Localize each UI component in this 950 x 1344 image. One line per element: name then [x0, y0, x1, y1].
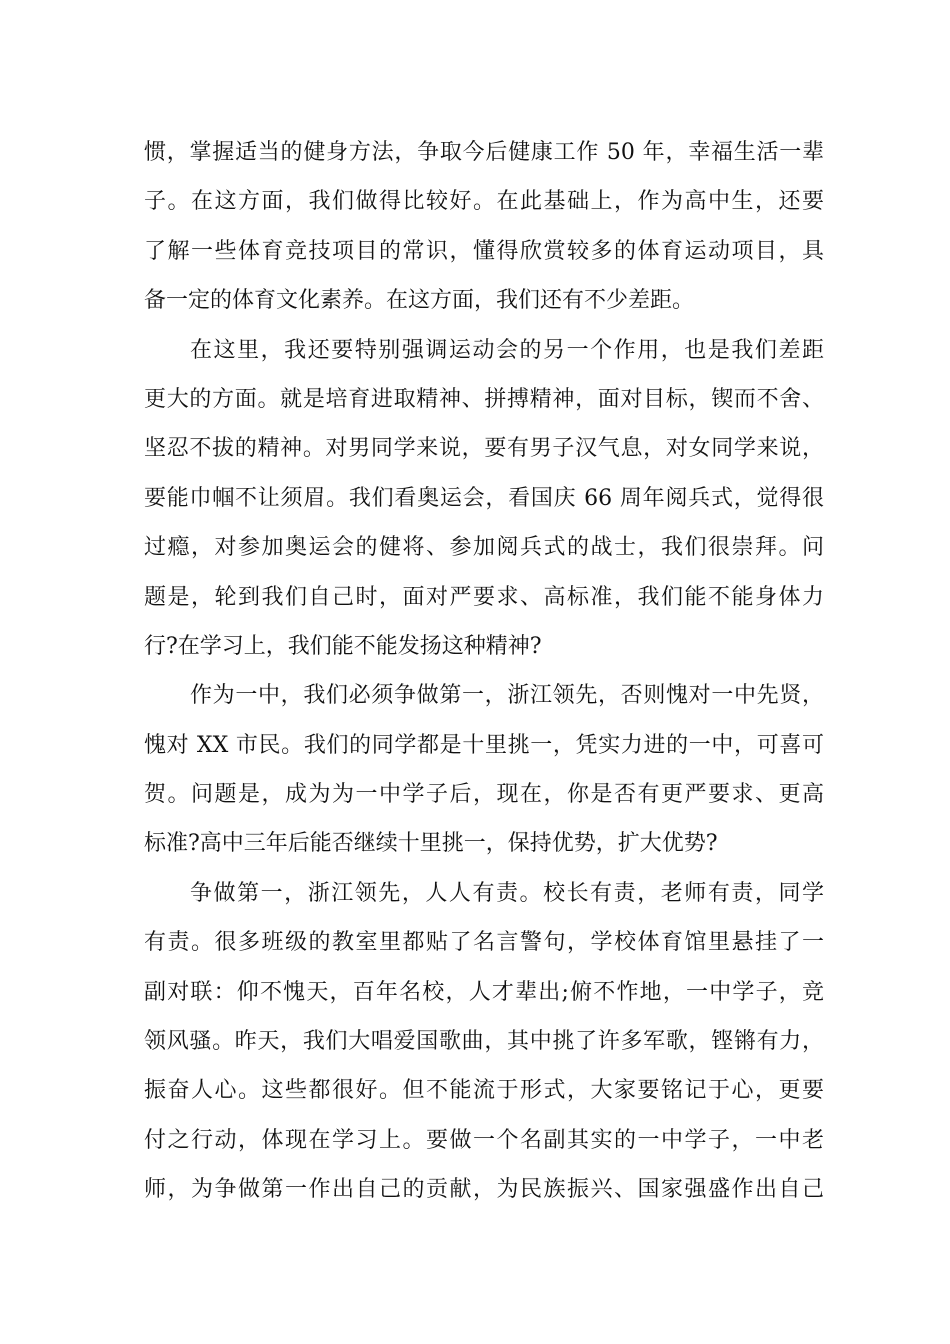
text-line: 领风骚。昨天，我们大唱爱国歌曲，其中挑了许多军歌，铿锵有力， — [144, 1029, 824, 1055]
text-line: 有责。很多班级的教室里都贴了名言警句，学校体育馆里悬挂了一 — [144, 930, 824, 956]
text-line: 在这里，我还要特别强调运动会的另一个作用，也是我们差距 — [190, 337, 824, 363]
paragraph-2 — [144, 326, 824, 672]
text-line: 坚忍不拔的精神。对男同学来说，要有男子汉气息，对女同学来说， — [144, 436, 824, 462]
text-line: 争做第一，浙江领先，人人有责。校长有责，老师有责，同学 — [190, 880, 824, 906]
document-page — [144, 128, 824, 1215]
text-line: 振奋人心。这些都很好。但不能流于形式，大家要铭记于心，更要 — [144, 1078, 824, 1104]
paragraph-3 — [144, 671, 824, 869]
text-line: 备一定的体育文化素养。在这方面，我们还有不少差距。 — [144, 288, 695, 314]
paragraph-4 — [144, 869, 824, 1215]
text-line: 更大的方面。就是培育进取精神、拼搏精神，面对目标，锲而不舍、 — [144, 386, 824, 412]
text-line: 过瘾，对参加奥运会的健将、参加阅兵式的战士，我们很崇拜。问 — [144, 535, 824, 561]
text-line: 贺。问题是，成为为一中学子后，现在，你是否有更严要求、更高 — [144, 782, 824, 808]
text-line: 题是，轮到我们自己时，面对严要求、高标准，我们能不能身体力 — [144, 584, 824, 610]
text-line: 了解一些体育竞技项目的常识，懂得欣赏较多的体育运动项目，具 — [144, 238, 824, 264]
text-line: 作为一中，我们必须争做第一，浙江领先，否则愧对一中先贤， — [190, 683, 824, 709]
text-line: 惯，掌握适当的健身方法，争取今后健康工作 50 年，幸福生活一辈 — [144, 140, 824, 165]
text-line: 副对联：仰不愧天，百年名校，人才辈出;俯不怍地，一中学子，竞 — [144, 979, 824, 1005]
text-line: 付之行动，体现在学习上。要做一个名副其实的一中学子，一中老 — [144, 1127, 824, 1153]
text-line: 行?在学习上，我们能不能发扬这种精神? — [144, 633, 542, 659]
text-line: 标准?高中三年后能否继续十里挑一，保持优势，扩大优势? — [144, 831, 718, 857]
paragraph-1 — [144, 128, 824, 326]
text-line: 愧对 XX 市民。我们的同学都是十里挑一，凭实力进的一中，可喜可 — [144, 732, 824, 758]
text-line: 子。在这方面，我们做得比较好。在此基础上，作为高中生，还要 — [144, 189, 824, 215]
text-line: 师，为争做第一作出自己的贡献，为民族振兴、国家强盛作出自己 — [144, 1177, 824, 1203]
text-line: 要能巾帼不让须眉。我们看奥运会，看国庆 66 周年阅兵式，觉得很 — [144, 485, 824, 511]
